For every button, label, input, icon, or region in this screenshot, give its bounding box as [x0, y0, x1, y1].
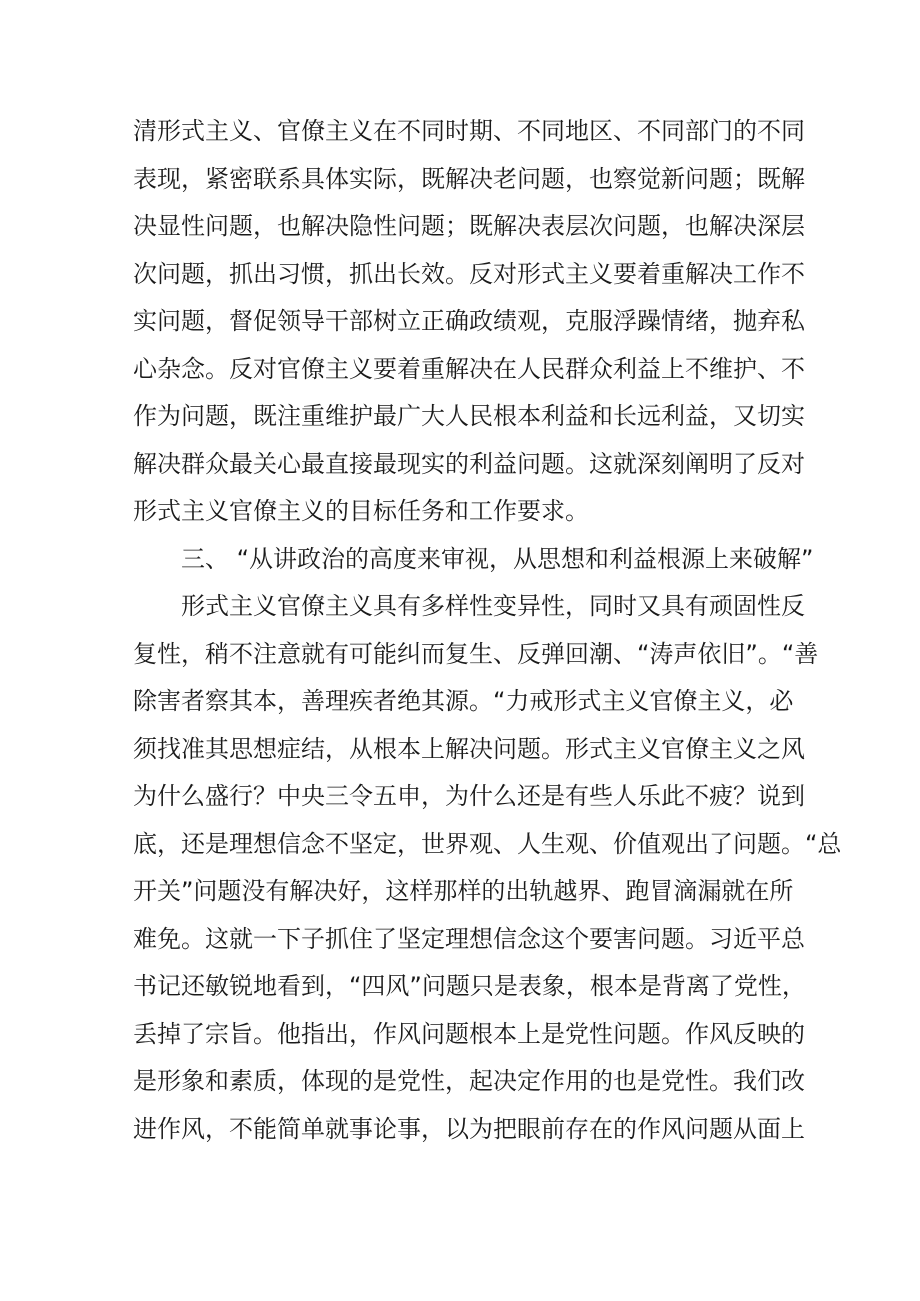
- section-heading: 三、 “从讲政治的高度来审视，从思想和利益根源上来破解”: [181, 544, 814, 573]
- paragraph-2-line: 开关”问题没有解决好，这样那样的出轨越界、跑冒滴漏就在所: [133, 877, 794, 905]
- document-body: [133, 108, 842, 1153]
- paragraph-2-line: 进作风，不能简单就事论事，以为把眼前存在的作风问题从面上: [133, 1114, 805, 1143]
- paragraph-2-line: 须找准其思想症结，从根本上解决问题。形式主义官僚主义之风: [133, 734, 805, 763]
- paragraph-1-line: 次问题，抓出习惯，抓出长效。反对形式主义要着重解决工作不: [133, 259, 805, 288]
- paragraph-2-line: 丢掉了宗旨。他指出，作风问题根本上是党性问题。作风反映的: [133, 1019, 805, 1048]
- paragraph-1-line: 实问题，督促领导干部树立正确政绩观，克服浮躁情绪，抛弃私: [133, 307, 805, 335]
- paragraph-2: [133, 583, 842, 1153]
- paragraph-1-line: 作为问题，既注重维护最广大人民根本利益和长远利益，又切实: [133, 402, 805, 430]
- paragraph-2-line: 复性，稍不注意就有可能纠而复生、反弹回潮、“涛声依旧”。“善: [133, 639, 819, 668]
- paragraph-1-line: 清形式主义、官僚主义在不同时期、不同地区、不同部门的不同: [133, 117, 805, 145]
- paragraph-1-line: 形式主义官僚主义的目标任务和工作要求。: [133, 497, 589, 525]
- paragraph-2-line: 难免。这就一下子抓住了坚定理想信念这个要害问题。习近平总: [133, 924, 805, 953]
- paragraph-1-line: 解决群众最关心最直接最现实的利益问题。这就深刻阐明了反对: [133, 449, 805, 478]
- paragraph-2-line: 是形象和素质，体现的是党性，起决定作用的也是党性。我们改: [133, 1067, 805, 1095]
- paragraph-2-line: 为什么盛行？中央三令五申，为什么还是有些人乐此不疲？说到: [133, 782, 805, 810]
- paragraph-1-line: 表现，紧密联系具体实际，既解决老问题，也察觉新问题；既解: [133, 164, 805, 193]
- paragraph-2-line: 底，还是理想信念不坚定，世界观、人生观、价值观出了问题。“总: [133, 829, 842, 858]
- paragraph-2-line: 除害者察其本，善理疾者绝其源。“力戒形式主义官僚主义，必: [133, 687, 794, 715]
- paragraph-2-line: 形式主义官僚主义具有多样性变异性，同时又具有顽固性反: [181, 592, 805, 620]
- paragraph-1: [133, 108, 805, 536]
- paragraph-1-line: 心杂念。反对官僚主义要着重解决在人民群众利益上不维护、不: [133, 354, 805, 383]
- paragraph-1-line: 决显性问题，也解决隐性问题；既解决表层次问题，也解决深层: [133, 212, 805, 240]
- paragraph-2-line: 书记还敏锐地看到，“四风”问题只是表象，根本是背离了党性，: [133, 972, 806, 1000]
